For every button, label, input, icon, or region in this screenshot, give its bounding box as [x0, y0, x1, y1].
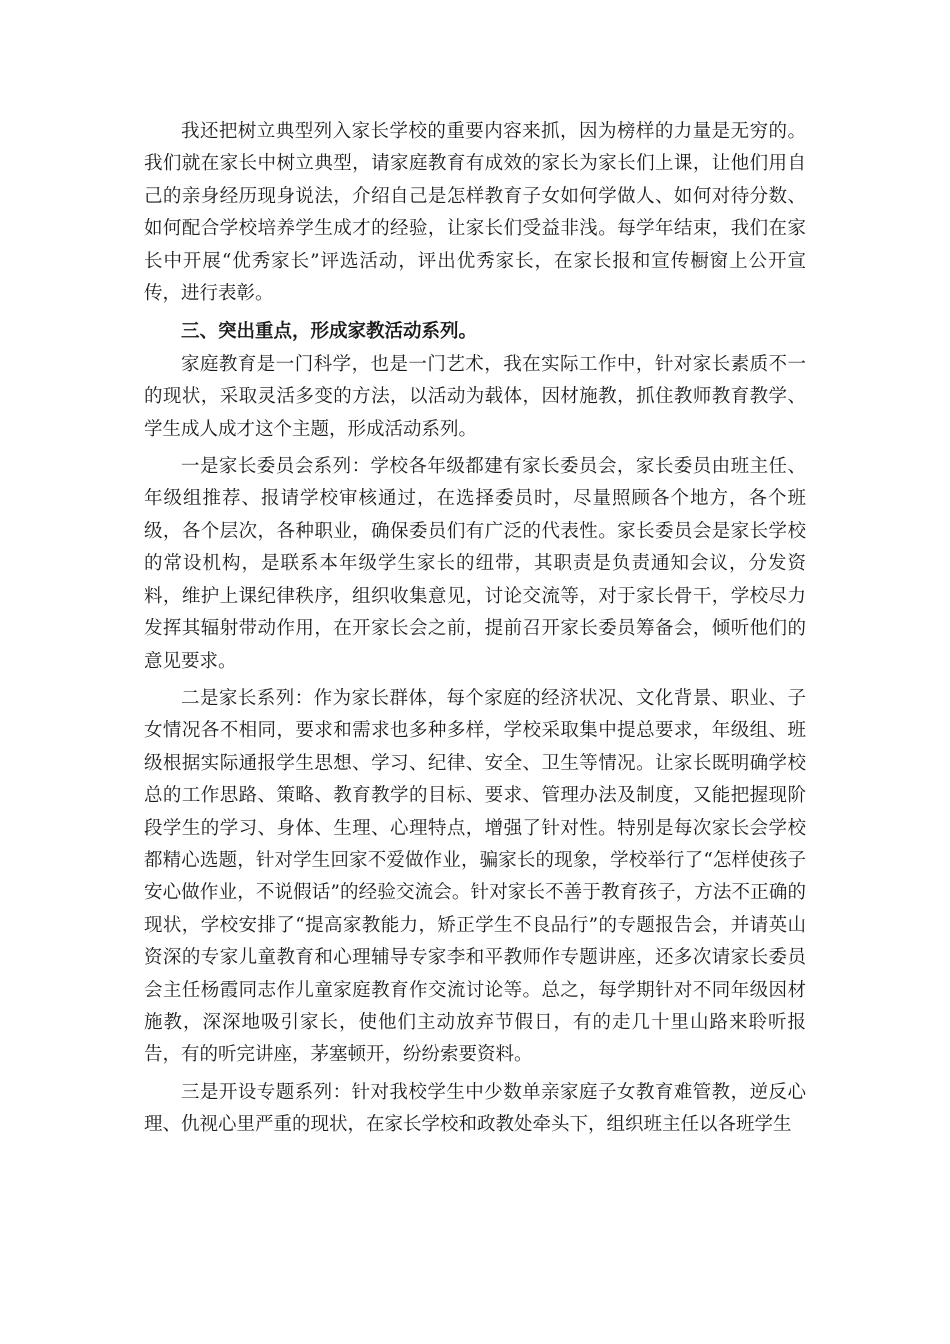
- paragraph-special-topics: 三是开设专题系列：针对我校学生中少数单亲家庭子女教育难管教，逆反心理、仇视心里严重的现状，在家长学校和政教处牵头下，组织班主任以各班学生: [144, 1081, 806, 1136]
- section-heading: 三、突出重点，形成家教活动系列。: [181, 321, 478, 343]
- document-body: [144, 116, 806, 1142]
- paragraph-parent-series: 二是家长系列：作为家长群体，每个家庭的经济状况、文化背景、职业、子女情况各不相同，要求和需求也多种多样，学校采取集中提总要求，年级组、班级根据实际通报学生思想、学习、纪律、安全、卫生等情况。让家长既明确学校总的工作思路、策略、教育教学的目标、要求、管理办法及制度，又能把握现阶段学生的学习、身体、生理、心理特点，增强了针对性。特别是每次家长会学校都精心选题，针对学生回家不爱做作业，骗家长的现象，学校举行了“怎样使孩子安心做作业，不说假话”的经验交流会。针对家长不善于教育孩子，方法不正确的现状，学校安排了“提高家教能力，矫正学生不良品行”的专题报告会，并请英山资深的专家儿童教育和心理辅导专家李和平教师作专题讲座，还多次请家长委员会主任杨霞同志作儿童家庭教育作交流讨论等。总之，每学期针对不同年级因材施教，深深地吸引家长，使他们主动放弃节假日，有的走几十里山路来聆听报告，有的听完讲座，茅塞顿开，纷纷索要资料。: [144, 687, 806, 1066]
- paragraph-family-education: 家庭教育是一门科学，也是一门艺术，我在实际工作中，针对家长素质不一的现状，采取灵活多变的方法，以活动为载体，因材施教，抓住教师教育教学、学生成人成才这个主题，形成活动系列。: [144, 353, 806, 440]
- paragraph-parent-committee: 一是家长委员会系列：学校各年级都建有家长委员会，家长委员由班主任、年级组推荐、报请学校审核通过，在选择委员时，尽量照顾各个地方，各个班级，各个层次，各种职业，确保委员们有广泛的代表性。家长委员会是家长学校的常设机构，是联系本年级学生家长的纽带，其职责是负责通知会议，分发资料，维护上课纪律秩序，组织收集意见，讨论交流等，对于家长骨干，学校尽力发挥其辐射带动作用，在开家长会之前，提前召开家长委员筹备会，倾听他们的意见要求。: [144, 456, 806, 672]
- paragraph-role-models: 我还把树立典型列入家长学校的重要内容来抓，因为榜样的力量是无穷的。我们就在家长中树立典型，请家庭教育有成效的家长为家长们上课，让他们用自己的亲身经历现身说法，介绍自己是怎样教育子女如何学做人、如何对待分数、如何配合学校培养学生成才的经验，让家长们受益非浅。每学年结束，我们在家长中开展“优秀家长”评选活动，评出优秀家长，在家长报和宣传橱窗上公开宣传，进行表彰。: [144, 121, 806, 305]
